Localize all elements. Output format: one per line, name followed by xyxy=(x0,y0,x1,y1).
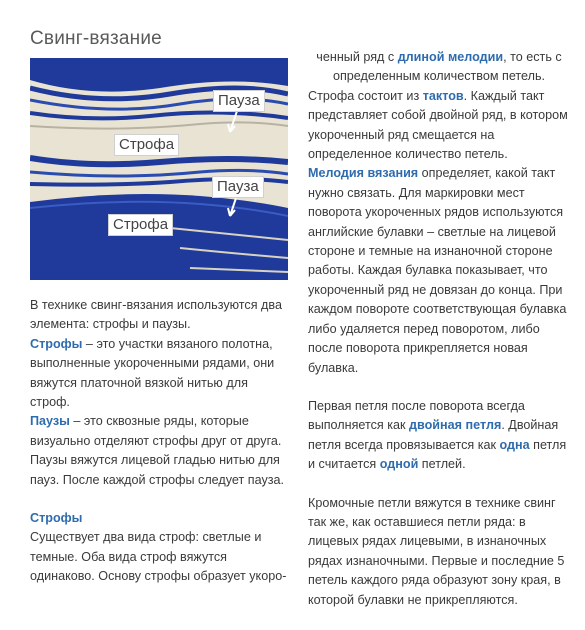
pause-label-bottom: Пауза xyxy=(212,176,264,198)
paragraph-double-loop xyxy=(308,397,570,475)
paragraph-edge-loops: Кромочные петли вяжутся в технике свинг так же, как оставшиеся петли ряда: в лицевых рядах лицевыми, в изнаночных рядах изнаночными. Первые и последние 5 петель каждого ряда образуют зону края, в которой булавки не прикрепляются. xyxy=(308,495,565,607)
pause-label-top: Пауза xyxy=(213,90,265,112)
pauzy-definition xyxy=(30,412,288,490)
p2-text-b: . Каждый такт представляет собой двойной ряд, в котором укороченный ряд смещается на определенное количество петель. xyxy=(308,88,568,162)
strofa-label-top: Строфа xyxy=(114,134,179,156)
single-term: одной xyxy=(379,457,419,472)
takty-term: тактов xyxy=(422,88,464,103)
paragraph-melody xyxy=(308,164,570,377)
intro-paragraph: В технике свинг-вязания используются два элемента: строфы и паузы. xyxy=(30,298,282,332)
melody-length-term: длиной мелодии xyxy=(397,50,504,64)
page-title: Свинг-вязание xyxy=(30,28,162,49)
paragraph-melody-length xyxy=(308,48,570,87)
strofy-subheading: Строфы xyxy=(30,511,83,526)
p2-text-a: Строфа состоит из xyxy=(308,88,423,103)
strofy-definition xyxy=(30,335,288,413)
paragraph-takty xyxy=(308,87,570,165)
melody-term: Мелодия вязания xyxy=(308,166,419,181)
strofa-label-bottom: Строфа xyxy=(108,214,173,236)
pauzy-text: – это сквозные ряды, которые визуально отделяют строфы друг от друга. Паузы вяжутся лицевой гладью нитью для пауз. После каждой строфы следует пауза. xyxy=(30,414,285,487)
p4-text-c: петля и считается xyxy=(308,437,567,472)
p1-text-b: , то есть с определенным количеством петель. xyxy=(332,50,562,84)
p1-text-a: ченный ряд с xyxy=(316,50,398,64)
pauzy-term: Паузы xyxy=(30,414,70,429)
right-column xyxy=(308,48,570,610)
p4-text-b: . Двойная петля всегда провязывается как xyxy=(308,418,559,452)
p4-text-a: Первая петля после поворота всегда выполняется как xyxy=(308,398,525,433)
knitting-photo xyxy=(30,58,288,280)
strofy-text: – это участки вязаного полотна, выполненные укороченными рядами, они вяжутся платочной вязкой нитью для строф. xyxy=(30,336,275,410)
left-column xyxy=(30,296,288,587)
strofy-term: Строфы xyxy=(30,336,83,351)
p3-text-b: определяет, какой такт нужно связать. Для маркировки мест поворота укороченных рядов используются английские булавки – светлые на лицевой стороне и темные на изнаночной стороне работы. Каждая булавка показывает, что укороченный ряд не довязан до конца. При каждом повороте соответствующая булавка либо удаляется перед поворотом, либо после поворота прикрепляется новая булавка. xyxy=(308,166,567,375)
double-loop-term: двойная петля xyxy=(409,418,502,433)
strofy-body: Существует два вида строф: светлые и темные. Оба вида строф вяжутся одинаково. Основу строфы образует укоро- xyxy=(30,530,287,584)
one-term: одна xyxy=(499,437,530,452)
p4-text-d: петлей. xyxy=(418,457,466,472)
